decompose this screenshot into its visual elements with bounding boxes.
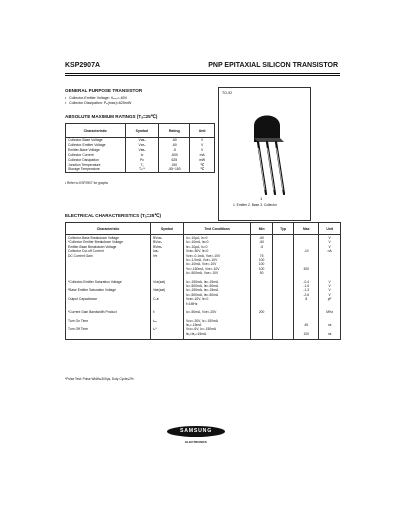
amr-cell-unit: ℃ [190, 163, 215, 168]
header-rule-2 [65, 75, 340, 76]
amr-cell-rating: -60 [159, 143, 190, 148]
ec-row [66, 279, 341, 309]
ec-cell-typ [272, 235, 293, 279]
ec-cell-sym: BVᴄʙₒ BVᴄᴇₒ BVᴇʙₒ Iᴄʙₒ hᶠᴇ [151, 235, 184, 279]
amr-cell-rating: -60 [159, 138, 190, 143]
ec-heading: ELECTRICAL CHARACTERISTICS (Tₐ=25℃) [65, 213, 162, 218]
amr-cell-symbol: Tₛₜᴳ [125, 167, 159, 172]
header-rule [65, 73, 340, 74]
ec-col-typ: Typ [272, 223, 293, 235]
package-name: TO-92 [222, 91, 233, 95]
amr-cell-unit: V [190, 138, 215, 143]
amr-row [66, 167, 215, 172]
package-body [254, 116, 284, 143]
samsung-logo: SAMSUNG [167, 426, 225, 437]
ec-col-unit: Unit [319, 223, 341, 235]
ec-cell-unit: V V V nA [319, 235, 341, 279]
ec-cell-typ [272, 279, 293, 309]
ec-cell-typ [272, 309, 293, 317]
pin-1-marker: 1 [260, 196, 263, 200]
amr-cell-rating: -5 [159, 148, 190, 153]
amr-cell-characteristic: Collector Current [66, 153, 126, 158]
ec-row [66, 318, 341, 340]
amr-cell-unit: V [190, 148, 215, 153]
amr-col-rating: Rating [159, 124, 190, 138]
ec-cell-sym: Vᴄᴇ(sat) Vʙᴇ(sat) Cₒʙ [151, 279, 184, 309]
ec-cell-max: -0.4 -1.6 -1.3 -2.6 8 [294, 279, 319, 309]
amr-cell-characteristic: Junction Temperature [66, 163, 126, 168]
amr-cell-symbol: Vᴇʙₒ [125, 148, 159, 153]
ec-row [66, 235, 341, 279]
ec-cell-ch: *Collector-Emitter Saturation Voltage *Base Emitter Saturation Voltage Output Capacitance [66, 279, 151, 309]
ec-cell-min: 200 [251, 309, 273, 317]
pin-legend: 1. Emitter 2. Base 3. Collector [233, 203, 277, 207]
ec-row [66, 309, 341, 317]
ec-cell-sym: fₜ [151, 309, 184, 317]
ec-cell-ch: Turn On Time Turn Off Time [66, 318, 151, 340]
ec-cell-ch: Collector-Base Breakdown Voltage *Collector Emitter Breakdown Voltage Emitter-Base Breakdown Voltage Collector Cut-off Current DC Current Gain [66, 235, 151, 279]
amr-cell-characteristic: Collector-Base Voltage [66, 138, 126, 143]
part-number: KSP2907A [65, 62, 101, 69]
amr-note: • Refer to KSP2907 for graphs [65, 181, 108, 185]
amr-col-symbol: Symbol [125, 124, 159, 138]
ec-cell-unit: V V V V pF [319, 279, 341, 309]
amr-cell-characteristic: Emitter-Base Voltage [66, 148, 126, 153]
amr-col-characteristic: Characteristic [66, 124, 126, 138]
feature-item: • Collector-Emitter Voltage: Vₙₑ₀=-60V [65, 96, 131, 101]
ec-cell-min: -60 -60 -5 75 100 100 100 50 [251, 235, 273, 279]
ec-cell-ch: *Current Gain Bandwidth Product [66, 309, 151, 317]
ec-cell-tc: Iᴄ=-50mA, Vᴄᴇ=-20V [183, 309, 250, 317]
ec-col-symbol: Symbol [151, 223, 184, 235]
amr-col-unit: Unit [190, 124, 215, 138]
ec-col-min: Min [251, 223, 273, 235]
amr-cell-characteristic: Collector-Emitter Voltage [66, 143, 126, 148]
ec-cell-unit: ns ns [319, 318, 341, 340]
ec-cell-sym: tₒₙ tₒᶠᶠ [151, 318, 184, 340]
amr-cell-unit: V [190, 143, 215, 148]
ec-cell-tc: Vᴄᴄ=-30V, Iᴄ=-150mA Iʙ₁=-15mA Vᴄᴄ=-6V, Iᴄ=-150mA Iʙ₁=Iʙ₂=15mA [183, 318, 250, 340]
amr-cell-rating: -55~150 [159, 167, 190, 172]
amr-cell-rating: 150 [159, 163, 190, 168]
amr-cell-unit: mW [190, 158, 215, 163]
amr-cell-characteristic: Collector Dissipation [66, 158, 126, 163]
amr-cell-symbol: Vᴄʙₒ [125, 138, 159, 143]
ec-cell-max: 45 100 [294, 318, 319, 340]
amr-cell-rating: -600 [159, 153, 190, 158]
logo-subtitle: ELECTRONICS [185, 440, 207, 444]
feature-list [65, 96, 131, 105]
ec-col-conditions: Test Conditions [183, 223, 250, 235]
ec-cell-max: -10 300 [294, 235, 319, 279]
ec-cell-typ [272, 318, 293, 340]
ec-cell-max [294, 309, 319, 317]
amr-heading: ABSOLUTE MAXIMUM RATINGS (Tₐ=25℃) [65, 114, 158, 119]
amr-cell-characteristic: Storage Temperature [66, 167, 126, 172]
ec-cell-unit: MHz [319, 309, 341, 317]
to92-package-drawing [236, 108, 300, 200]
feature-item: • Collector Dissipation: Pₙ(max)=625mW [65, 101, 131, 106]
ec-cell-tc: Iᴄ=-150mA, Iʙ=-15mA Iᴄ=-500mA, Iʙ=-50mA Iᴄ=-150mA, Iʙ=-15mA Iᴄ=-500mA, Iʙ=-50mA Vᴄʙ=-10V, Iᴇ=0 f=1MHz [183, 279, 250, 309]
amr-cell-unit: ℃ [190, 167, 215, 172]
ec-cell-min [251, 279, 273, 309]
amr-cell-symbol: Tⱼ [125, 163, 159, 168]
ec-note: *Pulse Test: Pulse Width≤300μs, Duty Cycle≤2% [65, 377, 134, 381]
document-title: PNP EPITAXIAL SILICON TRANSISTOR [208, 62, 338, 69]
ec-table [65, 222, 341, 340]
amr-cell-symbol: Vᴄᴇₒ [125, 143, 159, 148]
amr-cell-rating: 625 [159, 158, 190, 163]
amr-cell-symbol: Iᴄ [125, 153, 159, 158]
amr-table [65, 123, 215, 173]
ec-col-max: Max [294, 223, 319, 235]
ec-cell-min [251, 318, 273, 340]
purpose-heading: GENERAL PURPOSE TRANSISTOR [65, 88, 143, 93]
ec-col-characteristic: Characteristic [66, 223, 151, 235]
amr-cell-symbol: Pᴄ [125, 158, 159, 163]
amr-cell-unit: mA [190, 153, 215, 158]
ec-cell-tc: Iᴄ=-10μA, Iᴇ=0 Iᴄ=-10mA, Iʙ=0 Iᴇ=-10μA, Iᴄ=0 Vᴄʙ=-50V, Iᴇ=0 Vᴄᴇ=-0.1mA, Vᴄᴇ=-10V Iᴄ=-1.0mA, Vᴄᴇ=-10V Iᴄ=-10mA, Vᴄᴇ=-10V *Iᴄ=-150mA, Vᴄᴇ=-10V Iᴄ=-500mA, Vᴄᴇ=-10V [183, 235, 250, 279]
